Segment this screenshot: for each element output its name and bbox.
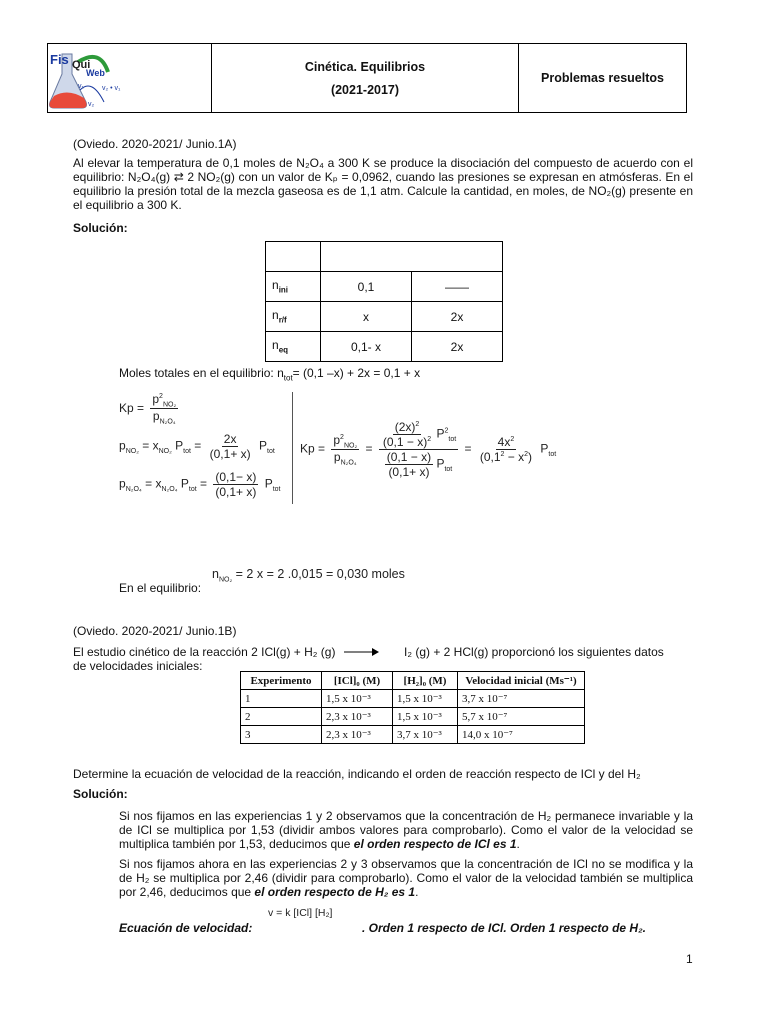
page-number: 1 <box>686 952 693 966</box>
column-header: Experimento <box>241 672 322 690</box>
final-label: Ecuación de velocidad: <box>119 921 253 935</box>
table-row <box>266 272 503 302</box>
logo <box>48 44 212 112</box>
p-n2o4-equation: $p_{N_2O_4} = x_{N_2O_4}$ $P_{tot}$ = $\frac{(0,1- x)}{(0,1+ x)}$ $P_{tot}$ <box>119 470 281 499</box>
table-cell: 1,5 x 10⁻³ <box>393 690 458 708</box>
header-right: Problemas resueltos <box>541 71 664 85</box>
table-cell: 2,3 x 10⁻³ <box>322 726 393 744</box>
p2-solution-label: Solución: <box>73 787 128 801</box>
row-label: n <box>272 308 279 323</box>
table-header-row <box>241 672 585 690</box>
brace-divider <box>292 392 293 504</box>
row-label-sub: ini <box>278 285 289 295</box>
header-years: (2021-2017) <box>330 82 400 97</box>
table-cell: 1,5 x 10⁻³ <box>393 708 458 726</box>
table-row <box>241 726 585 744</box>
table-cell: 0,1 <box>321 272 412 302</box>
table-row <box>241 690 585 708</box>
p1-eq-label: En el equilibrio: <box>119 581 202 595</box>
p1-source: (Oviedo. 2020-2021/ Junio.1A) <box>73 137 237 151</box>
p2-solution-2: Si nos fijamos ahora en las experiencias 2 y 3 observamos que la concentración de ICl no se modifica y la de H₂ se multiplica por 2,46 (dividir para comprobarlo). Como el valor de la velocidad también se multiplica por 2,46, deducimos que el orden respecto de H₂ es 1. <box>119 857 693 899</box>
table-row <box>266 302 503 332</box>
svg-text:Web: Web <box>86 68 105 78</box>
p2-rate-table <box>240 671 585 744</box>
p-no2-equation: $p_{NO_2} = x_{NO_2}$ $P_{tot}$ = $\frac{2x}{(0,1+ x)}$ $P_{tot}$ <box>119 432 275 461</box>
p1-eq-result: $n_{NO_2} = 2$ x = 2 .0,015 = 0,030 moles <box>212 567 405 584</box>
svg-text:Fis: Fis <box>50 52 69 67</box>
reaction-arrow-icon <box>342 646 380 658</box>
column-header: [H₂]₀ (M) <box>393 672 458 690</box>
svg-text:v₂ • v₁: v₂ • v₁ <box>102 85 121 92</box>
table-row <box>266 242 503 272</box>
p1-solution-label: Solución: <box>73 221 128 235</box>
p1-total-moles: Moles totales en el equilibrio: $n_{tot}= (0,1$ –x) + 2x = 0,1 + x <box>119 366 421 383</box>
column-header: [ICl]₀ (M) <box>322 672 393 690</box>
p2-statement-c: de velocidades iniciales: <box>73 659 203 673</box>
table-cell: 3,7 x 10⁻⁷ <box>458 690 585 708</box>
table-row <box>241 708 585 726</box>
header-title: Cinética. Equilibrios <box>304 59 426 74</box>
table-cell: 14,0 x 10⁻⁷ <box>458 726 585 744</box>
page-header <box>47 43 687 113</box>
table-cell: 5,7 x 10⁻⁷ <box>458 708 585 726</box>
row-label-sub: r/f <box>278 315 287 325</box>
column-header: Velocidad inicial (Ms⁻¹) <box>458 672 585 690</box>
p1-equilibrium-table <box>265 241 503 362</box>
kp-definition: Kp = $\frac{p^2_{NO_2}}{p_{N_2O_4}}$ <box>119 392 177 426</box>
table-cell: 2x <box>412 302 503 332</box>
row-label: n <box>272 278 279 293</box>
header-title-cell <box>212 44 519 112</box>
p2-question: Determine la ecuación de velocidad de la reacción, indicando el orden de reacción respecto de ICl y del H₂ <box>73 767 641 781</box>
rate-equation: v = k [ICl] [H₂] <box>268 907 333 919</box>
table-cell: 3 <box>241 726 322 744</box>
table-cell: 2x <box>412 332 503 362</box>
p2-statement-b: I₂ (g) + 2 HCl(g) proporcionó los siguientes datos <box>404 645 664 659</box>
kp-expanded: Kp = $\frac{p^2_{NO_2}}{p_{N_2O_4}}$ = $\frac{(2x)^2}{(0,1 - x)^2}$ $P^2_{tot}$ $\frac{(0,1 - x)}{(0,1+ x)}$ $P_{tot}$ = $\frac{4x^2}{(0,1^2 - x^2)}$ $P_{tot}$ <box>300 420 557 479</box>
p2-statement-a: El estudio cinético de la reacción 2 ICl(g) + H₂ (g) <box>73 645 336 659</box>
final-conclusion: . Orden 1 respecto de ICl. Orden 1 respecto de H₂. <box>362 921 646 935</box>
p1-statement: Al elevar la temperatura de 0,1 moles de N₂O₄ a 300 K se produce la disociación del compuesto de acuerdo con el equilibrio: N₂O₄(g) ⇄ 2 NO₂(g) con un valor de Kₚ = 0,0962, cuando las presiones se expresan en atmósferas. En el equilibrio la presión total de la mezcla gaseosa es de 1,1 atm. Calcule la cantidad, en moles, de NO₂(g) presente en el equilibrio a 300 K. <box>73 156 693 212</box>
p2-source: (Oviedo. 2020-2021/ Junio.1B) <box>73 624 237 638</box>
table-cell: 1 <box>241 690 322 708</box>
row-label: n <box>272 338 279 353</box>
svg-text:Qui: Qui <box>72 59 91 71</box>
table-cell: 2 <box>241 708 322 726</box>
table-cell: 3,7 x 10⁻³ <box>393 726 458 744</box>
p2-solution-1: Si nos fijamos en las experiencias 1 y 2 observamos que la concentración de H₂ permanece invariable y la de ICl se multiplica por 1,53 (dividir ambos valores para comprobarlo). Como el valor de la velocidad se multiplica también por 1,53, deducimos que el orden respecto de ICl es 1. <box>119 809 693 851</box>
table-cell: 2,3 x 10⁻³ <box>322 708 393 726</box>
svg-text:v₁: v₁ <box>78 83 84 90</box>
table-cell: 1,5 x 10⁻³ <box>322 690 393 708</box>
table-cell: 0,1- x <box>321 332 412 362</box>
svg-text:v₂: v₂ <box>88 101 95 108</box>
table-cell: —— <box>412 272 503 302</box>
fisquiweb-logo-icon <box>48 44 158 112</box>
row-label-sub: eq <box>278 345 289 355</box>
table-row <box>266 332 503 362</box>
table-cell: x <box>321 302 412 332</box>
